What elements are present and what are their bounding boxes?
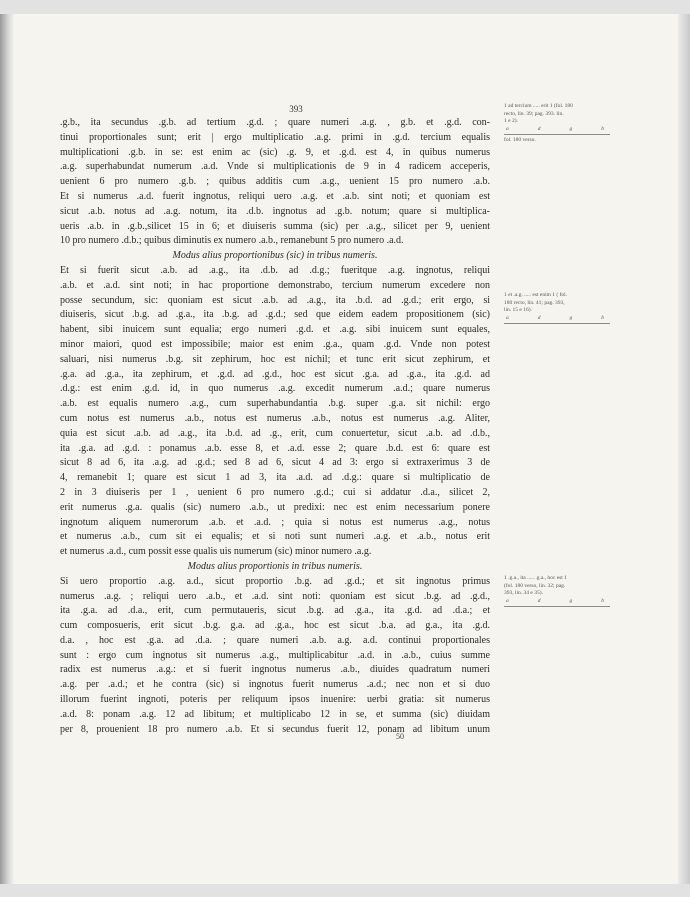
margin-note-line: fol. 180 verso. (504, 137, 536, 143)
margin-note-line: 1 .g.a., ita ..... .g.a., hoc est 1 (504, 575, 567, 581)
text-line: Et si fuerit sicut .a.b. ad .a.g., ita .d.b. ad .d.g.; fueritque .a.g. ingnotus, reliqui (60, 264, 490, 276)
segment-diagram-labels: a d g b (506, 597, 604, 604)
text-line: Si uero proportio .a.g. a.d., sicut proportio .b.g. ad .g.d.; et sit ingnotus primus (60, 575, 490, 587)
segment-diagram-line (504, 134, 610, 135)
text-line: erit numerus .g.a. qualis (sic) numero .a.b., ut predixi: nec est enim necessarium ponere (60, 501, 490, 513)
segment-diagram-labels: a d g b (506, 314, 604, 321)
text-line: uenient 6 pro numero .g.b. ; quibus additis cum .a.g., uenient 15 pro numero .a.b. (60, 176, 490, 188)
segment-diagram-line (504, 323, 610, 324)
text-line: radix est numerus .a.g.: et si fuerit ingnotus numerus .a.b., diuides quadratum numeri (60, 664, 490, 676)
main-text-block (60, 116, 490, 737)
margin-note-line: 1 et .a.g. ..... est enim 1 ( fol. (504, 292, 568, 298)
text-line: numerus .a.g. ; reliqui uero .a.b., et .a.d. sint noti: quoniam est sicut .b.g. ad .g.d., (60, 590, 490, 602)
text-line: sicut .a.b. notus ad .a.g. notum, ita .d.b. ingnotus ad .g.b. notum; quare si multiplica- (60, 205, 490, 217)
text-line: tinui proportionales sunt; erit | ergo multiplicatio .a.g. primi in .g.d. tercium equalis (60, 131, 490, 143)
text-line: illorum fuerint ingnoti, poteris per reliquum ipsos inuenire: uerbi gratia: sit numerus (60, 694, 490, 706)
text-line: ueris .a.b. in .g.b.,silicet 15 in 6; et diuiseris summa (sic) per .a.g., silicet per 9, uenient (60, 220, 490, 232)
text-line: saluari, nisi numerus .b.g. sit zephirum, hoc est nichil; et tunc erit sicut zephirum, et (60, 353, 490, 365)
text-line: et numerus .a.d., cum possit esse qualis uis numerum (sic) minor numero .a.g. (60, 546, 372, 558)
margin-note-1 (504, 103, 610, 145)
margin-note-line: 180 recto, lin. 41; pag. 393, (504, 299, 565, 306)
section-heading: Modus alius proportionibus (sic) in tribus numeris. (172, 250, 378, 262)
text-line: sunt : ergo cum ingnotus sit numerus .a.g., multiplicabitur .a.d. in .a.b., cuius summe (60, 649, 490, 661)
text-line: per 8, prouenient 18 pro numero .a.b. Et si secundus fuerit 12, ponam ad libitum unum (60, 723, 490, 735)
text-line: ingnotum aliquem numerorum .a.b. et .a.d. ; quia si notus est numerus .a.g., notus (60, 516, 490, 528)
text-line: multiplicationi .g.b. in se: est enim ac (sic) .g. 9, et .g.d. est 4, in quibus numerus (60, 146, 490, 158)
margin-note-line: 1 e 2). (504, 118, 518, 124)
text-line: cum notus est numerus .a.b., notus est numerus .a.b., notus est numerus .a.g. Aliter, (60, 412, 490, 424)
text-line: diuiseris, sicut .b.g. ad .g.a., ita .b.g. ad .g.d.; sed que eidem eadem propositionem (sic) (60, 309, 490, 321)
text-line: et numerus .a.b., cum sit ei equalis; et si noti sunt numeri .a.g. et .a.b., notus erit (60, 531, 490, 543)
margin-note-line: recto, lin. 39; pag. 393. lin. (504, 110, 564, 117)
text-line: .a.g. per .a.d.; et he contra (sic) si ingnotus fuerit numerus .a.d.; nec non et si duo (60, 679, 490, 691)
text-line: ita .g.a. ad .d.a., erit, cum permutaueris, sicut .b.g. ad .g.a., ita .g.d. ad .d.a.; et (60, 605, 490, 617)
text-line: sicut 8 ad 6, ita .a.g. ad .g.d.; sed 8 ad 6, sicut 4 ad 3: ergo si extraxerimus 3 de (60, 457, 490, 469)
text-line: .a.d. 8: ponam .a.g. 12 ad libitum; et multiplicabo 12 in se, et summa (sic) diuidam (60, 708, 490, 720)
text-line: .g.a. ad .g.a., ita zephirum, et .g.d. ad .g.d., hoc est sicut .g.a. ad .g.a., ita .g.d. ad (60, 368, 490, 380)
margin-note-3 (504, 575, 610, 609)
scan-top-edge (0, 0, 690, 14)
text-line: .a.g. superhabundat numerum .a.d. Vnde si multiplicationis de 9 in 4 radicem acceperis, (60, 161, 490, 173)
segment-diagram-line (504, 606, 610, 607)
margin-note-line: lin. 15 e 16). (504, 307, 532, 313)
scan-bottom-edge (0, 884, 690, 897)
text-line: 2 in 3 diuiseris per 1 , uenient 6 pro numero .g.d.; cui si addatur .d.a., silicet 2, (60, 486, 490, 498)
scan-right-edge (678, 14, 690, 884)
text-line: ita .g.a. ad .g.d. : ponamus .a.b. esse 8, et .a.d. esse 2; quare .b.d. est 6: quare est (60, 442, 490, 454)
section-heading: Modus alius proportionis in tribus numeris. (187, 560, 363, 572)
margin-note-line: 1 ad tercium ..... erit 1 (fol. 180 (504, 103, 573, 109)
margin-note-line: (fol. 180 verso, lin. 32; pag. (504, 582, 566, 589)
text-line: quia est sicut .a.b. ad .a.g., ita .b.d. ad .g., erit, cum conuertetur, sicut .a.b. ad .d.b., (60, 427, 490, 439)
text-line: .a.b. est equalis numero .a.g., cum superhabundantia .b.g. super .g.a. sit nichil: ergo (60, 398, 490, 410)
text-line: .a.b. et .a.d. sint noti; in hac proportione demonstrabo, tercium numerum excedere non (60, 279, 490, 291)
margin-note-2 (504, 292, 610, 326)
text-line: minor maiori, quod est impossibile; maior est enim .g.a., quam .g.d. Vnde non potest (60, 338, 490, 350)
segment-diagram-labels: a d g b (506, 125, 604, 132)
text-line: d.a. , hoc est .g.a. ad .d.a. ; quare numeri .a.b. a.g. a.d. continui proportionales (60, 634, 490, 646)
page-number: 393 (289, 104, 303, 114)
text-line: habent, sibi inuicem sunt equalia; ergo numeri .g.d. et .a.g. sibi inuicem sunt equales, (60, 324, 490, 336)
book-spine-shadow (0, 14, 14, 884)
text-line: 10 pro numero .d.b.; quibus diminutis ex numero .a.b., remanebunt 5 pro numero .a.d. (60, 235, 404, 247)
margin-note-line: 393, lin. 34 e 35). (504, 590, 543, 596)
text-line: .g.b., ita secundus .g.b. ad tertium .g.d. ; quare numeri .a.g. , g.b. et .g.d. con- (60, 117, 490, 128)
text-line: Et si numerus .a.d. fuerit ingnotus, reliqui uero .a.g. et .a.b. sint noti; et quoniam est (60, 190, 490, 202)
text-line: .d.g.: est enim .g.d. id, in quo numerus .a.g. excedit numerum .a.d.; quare numerus (60, 383, 490, 395)
text-line: posse secundum, sic: quoniam est sicut .a.b. ad .a.g., ita .b.d. ad .g.d.; erit ergo, si (60, 294, 490, 306)
page-signature-mark: 50 (396, 732, 404, 741)
text-line: cum composueris, erit sicut .b.g. g.a. ad .g.a., hoc est sicut .b.a. ad g.a., ita .g.d. (60, 620, 490, 632)
text-line: 4, remanebit 1; quare est sicut 1 ad 3, ita .a.d. ad .d.g.: quare si multiplicatio de (60, 472, 490, 484)
